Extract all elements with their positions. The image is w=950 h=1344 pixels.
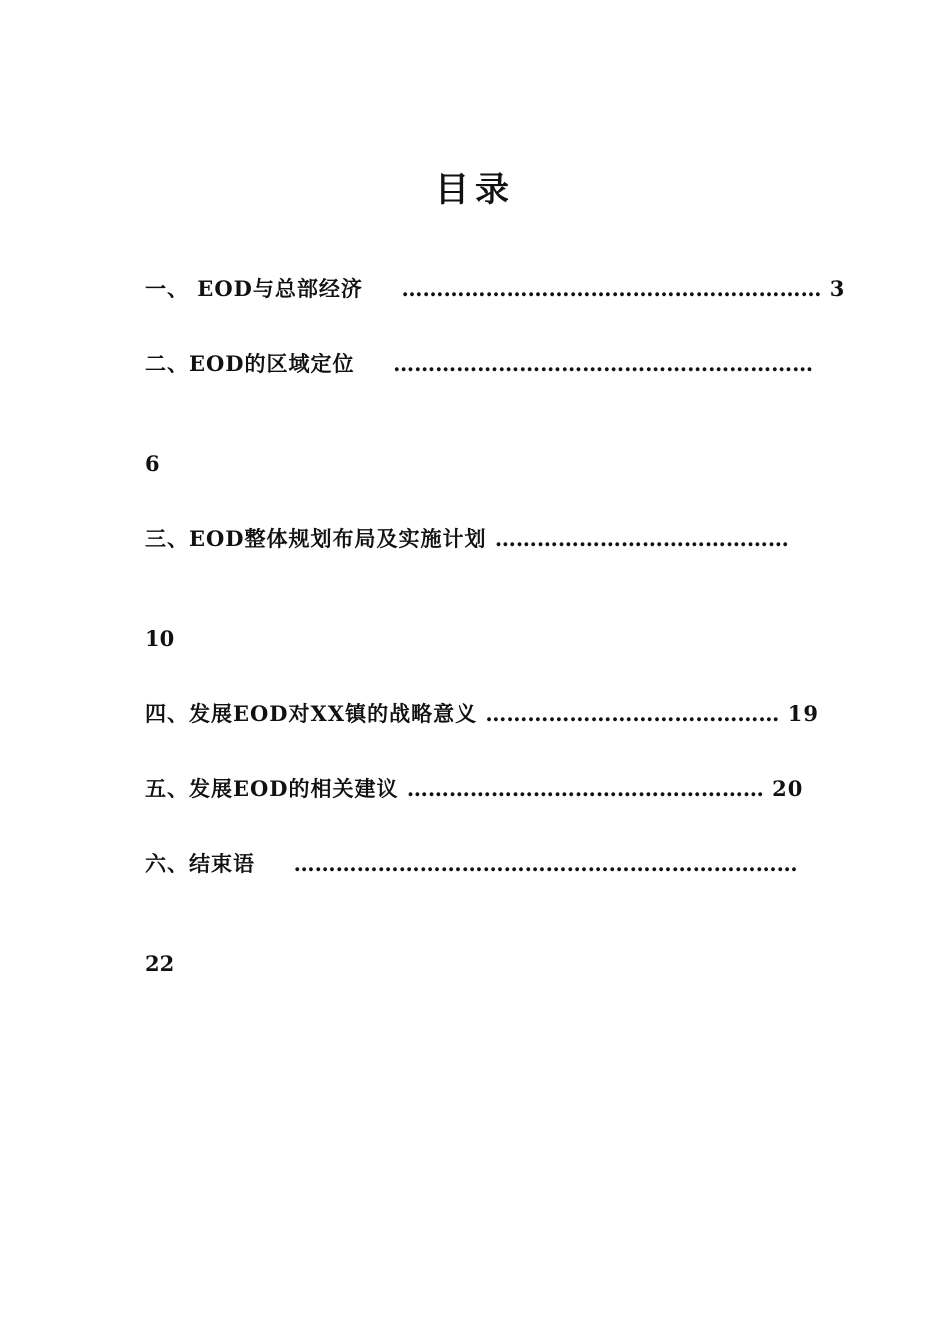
toc-page-number: 6 [145,451,160,476]
toc-page-number: 20 [772,776,804,801]
toc-heading: 三、EOD整体规划布局及实施计划 [145,526,487,551]
toc-leader: …………………………………………………… [401,276,822,301]
toc-heading: 四、发展EOD对XX镇的战略意义 [145,701,478,726]
toc-heading: 五、发展EOD的相关建议 [145,776,399,801]
toc-entry[interactable] [145,274,845,304]
toc-page-number: 22 [145,951,175,976]
toc-page-number: 10 [145,626,175,651]
toc-page-number: 3 [829,276,846,301]
toc-leader: …………………………………………… [406,776,764,801]
toc-page-number: 19 [787,701,819,726]
toc-heading: 一、 EOD与总部经济 [145,276,363,301]
toc-entry[interactable] [145,774,803,804]
toc-entry[interactable] [145,349,813,379]
page-title: 目录 [435,170,515,210]
toc-leader: …………………………………………………… [393,351,814,376]
toc-leader: …………………………………… [485,701,780,726]
toc-leader: ……………………………………………………………… [293,851,798,876]
toc-heading: 二、EOD的区域定位 [145,351,355,376]
toc-leader: …………………………………… [494,526,789,551]
toc-entry[interactable] [145,524,789,554]
toc-entry[interactable] [145,849,798,879]
toc-heading: 六、结束语 [145,851,255,876]
toc-entry[interactable] [145,699,819,729]
